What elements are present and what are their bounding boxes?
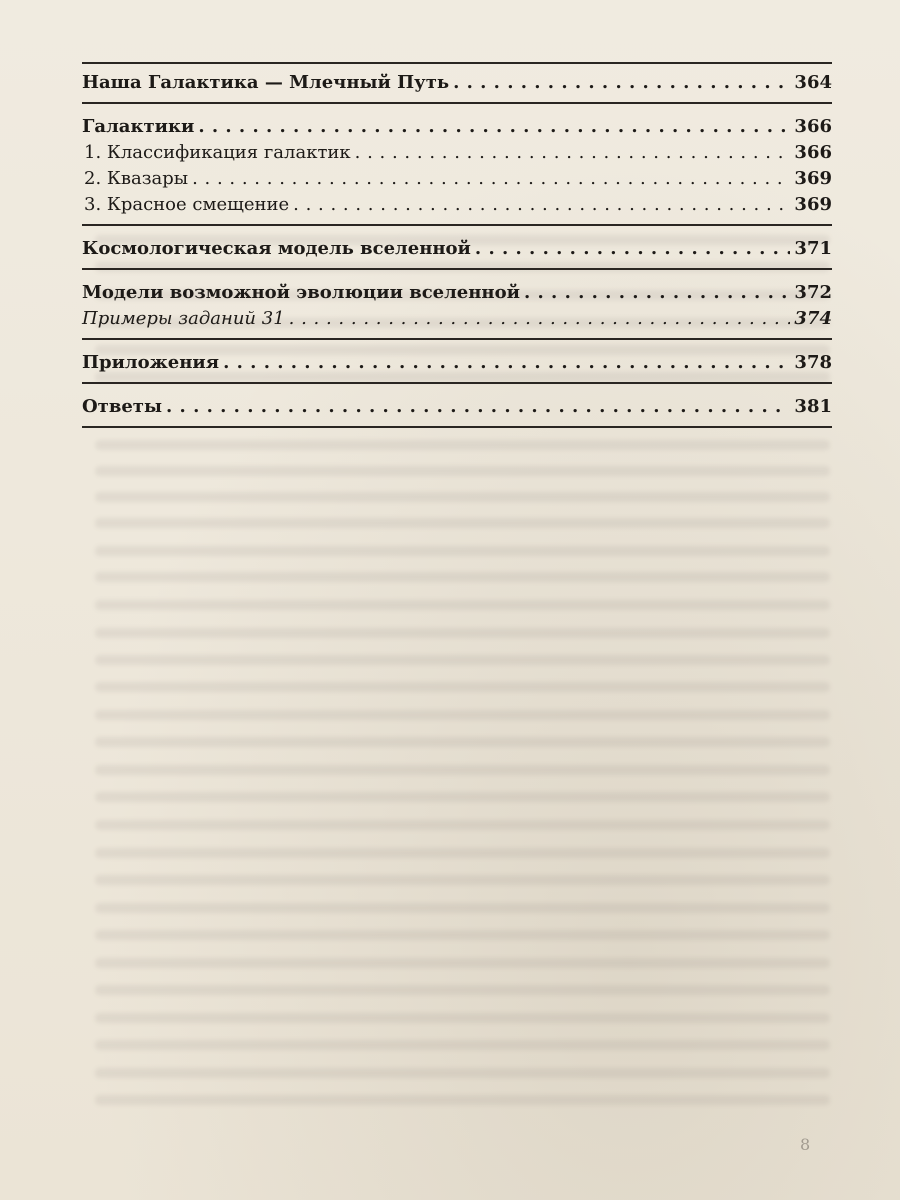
toc-entry-milky-way — [82, 70, 832, 96]
toc-entry-page: 364 — [794, 72, 832, 93]
toc-entry-title: 3. Красное смещение — [84, 194, 290, 215]
toc-entry-page: 366 — [794, 116, 832, 137]
toc-dot-leader — [198, 114, 790, 140]
toc-entry-title: Галактики — [82, 116, 195, 137]
toc-entry-evolution-models — [82, 280, 832, 306]
section-rule — [82, 338, 832, 340]
toc-dot-leader — [524, 280, 790, 306]
top-rule — [82, 62, 832, 64]
toc-entry-page: 369 — [794, 168, 832, 189]
toc-dot-leader — [223, 350, 790, 376]
toc-dot-leader — [289, 306, 791, 332]
toc-entry-title: 2. Квазары — [84, 168, 189, 189]
page-number: 8 — [800, 1135, 811, 1154]
toc-dot-leader — [293, 192, 790, 218]
section-rule — [82, 224, 832, 226]
toc-entry-page: 372 — [794, 282, 832, 303]
toc-dot-leader — [192, 166, 790, 192]
section-rule — [82, 382, 832, 384]
toc-entry-redshift — [82, 192, 832, 218]
toc-dot-leader — [475, 236, 791, 262]
table-of-contents — [82, 70, 832, 438]
toc-entry-answers — [82, 394, 832, 420]
toc-entry-quasars — [82, 166, 832, 192]
toc-entry-cosmological-model — [82, 236, 832, 262]
toc-entry-classification — [82, 140, 832, 166]
toc-entry-title: Космологическая модель вселенной — [82, 238, 471, 259]
toc-entry-title: Модели возможной эволюции вселенной — [82, 282, 520, 303]
toc-entry-title: Наша Галактика — Млечный Путь — [82, 72, 450, 93]
toc-entry-title: Ответы — [82, 396, 162, 417]
toc-entry-page: 378 — [794, 352, 832, 373]
toc-entry-galaxies — [82, 114, 832, 140]
section-rule — [82, 426, 832, 428]
toc-entry-title: 1. Классификация галактик — [84, 142, 351, 163]
toc-entry-task-examples — [82, 306, 832, 332]
toc-entry-page: 381 — [794, 396, 832, 417]
toc-dot-leader — [166, 394, 790, 420]
section-rule — [82, 102, 832, 104]
toc-entry-title: Приложения — [82, 352, 220, 373]
toc-entry-page: 369 — [794, 194, 832, 215]
toc-entry-page: 371 — [794, 238, 832, 259]
toc-entry-page: 366 — [794, 142, 832, 163]
toc-dot-leader — [453, 70, 790, 96]
section-rule — [82, 268, 832, 270]
toc-entry-appendices — [82, 350, 832, 376]
toc-entry-title: Примеры заданий 31 — [82, 308, 285, 329]
toc-dot-leader — [355, 140, 791, 166]
toc-entry-page: 374 — [794, 308, 832, 329]
